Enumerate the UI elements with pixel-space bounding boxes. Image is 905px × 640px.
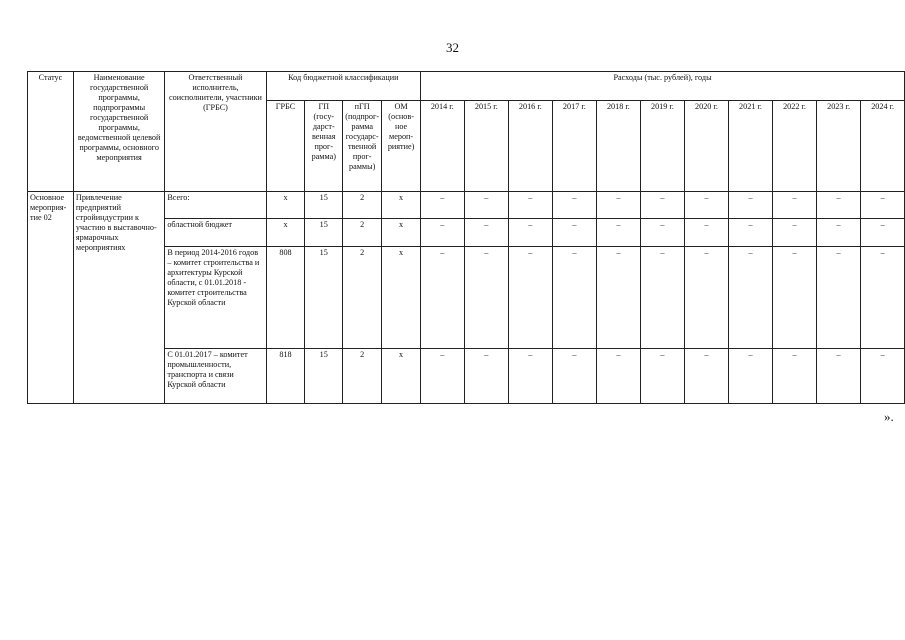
header-year: 2015 г. [464, 101, 509, 192]
value-cell: – [816, 192, 861, 219]
header-year: 2024 г. [861, 101, 905, 192]
value-cell: – [597, 219, 641, 247]
value-cell: – [685, 192, 729, 219]
header-status: Статус [28, 72, 74, 192]
value-cell: – [640, 247, 685, 349]
table-row [28, 192, 905, 219]
value-cell: – [552, 192, 597, 219]
program-name-cell: Привлечение предприятий стройиндустрии к участию в выставочно-ярмарочных мероприятиях [73, 192, 164, 404]
header-year: 2014 г. [421, 101, 465, 192]
header-executor: Ответственный исполнитель, соисполнители, участники (ГРБС) [165, 72, 266, 192]
value-cell: – [685, 219, 729, 247]
value-cell: – [685, 349, 729, 404]
value-cell: – [685, 247, 729, 349]
budget-table [27, 71, 905, 404]
value-cell: – [421, 192, 465, 219]
grbs-cell: х [266, 219, 305, 247]
status-cell: Основное мероприя-тие 02 [28, 192, 74, 404]
value-cell: – [597, 192, 641, 219]
value-cell: – [773, 349, 817, 404]
pgp-cell: 2 [343, 349, 382, 404]
value-cell: – [816, 349, 861, 404]
value-cell: – [861, 349, 905, 404]
value-cell: – [773, 247, 817, 349]
header-gp: ГП (госу-дарст-венная прог-рамма) [305, 101, 343, 192]
value-cell: – [640, 192, 685, 219]
executor-cell: областной бюджет [165, 219, 266, 247]
grbs-cell: х [266, 192, 305, 219]
header-year: 2019 г. [640, 101, 685, 192]
value-cell: – [509, 192, 553, 219]
value-cell: – [464, 247, 509, 349]
value-cell: – [728, 247, 773, 349]
om-cell: х [382, 247, 421, 349]
header-budget-code: Код бюджетной классификации [266, 72, 420, 101]
value-cell: – [773, 192, 817, 219]
value-cell: – [861, 192, 905, 219]
pgp-cell: 2 [343, 219, 382, 247]
executor-cell: С 01.01.2017 – комитет промышленности, транспорта и связи Курской области [165, 349, 266, 404]
header-year: 2021 г. [728, 101, 773, 192]
pgp-cell: 2 [343, 247, 382, 349]
value-cell: – [552, 219, 597, 247]
gp-cell: 15 [305, 247, 343, 349]
value-cell: – [728, 349, 773, 404]
header-year: 2018 г. [597, 101, 641, 192]
executor-cell: В период 2014-2016 годов – комитет строительства и архитектуры Курской области, с 01.01.2018 - комитет строительства Курской области [165, 247, 266, 349]
value-cell: – [552, 349, 597, 404]
gp-cell: 15 [305, 219, 343, 247]
value-cell: – [728, 192, 773, 219]
header-year: 2022 г. [773, 101, 817, 192]
value-cell: – [464, 192, 509, 219]
value-cell: – [861, 219, 905, 247]
header-expenses: Расходы (тыс. рублей), годы [421, 72, 905, 101]
header-year: 2017 г. [552, 101, 597, 192]
header-year: 2016 г. [509, 101, 553, 192]
gp-cell: 15 [305, 192, 343, 219]
grbs-cell: 808 [266, 247, 305, 349]
grbs-cell: 818 [266, 349, 305, 404]
value-cell: – [597, 247, 641, 349]
value-cell: – [597, 349, 641, 404]
header-year: 2023 г. [816, 101, 861, 192]
header-grbs: ГРБС [266, 101, 305, 192]
value-cell: – [728, 219, 773, 247]
header-year: 2020 г. [685, 101, 729, 192]
value-cell: – [552, 247, 597, 349]
pgp-cell: 2 [343, 192, 382, 219]
value-cell: – [816, 247, 861, 349]
header-program-name: Наименование государственной программы, подпрограммы государственной программы, ведомственной целевой программы, основного мероприятия [73, 72, 164, 192]
value-cell: – [421, 349, 465, 404]
value-cell: – [464, 349, 509, 404]
value-cell: – [421, 219, 465, 247]
om-cell: х [382, 349, 421, 404]
value-cell: – [509, 219, 553, 247]
header-pgp: пГП (подпрог-рамма государс-твенной прог-раммы) [343, 101, 382, 192]
executor-cell: Всего: [165, 192, 266, 219]
value-cell: – [640, 219, 685, 247]
value-cell: – [421, 247, 465, 349]
om-cell: х [382, 219, 421, 247]
page-number: 32 [446, 40, 459, 55]
value-cell: – [464, 219, 509, 247]
value-cell: – [640, 349, 685, 404]
closing-quote: ». [884, 409, 894, 424]
value-cell: – [861, 247, 905, 349]
value-cell: – [773, 219, 817, 247]
header-om: ОМ (основ-ное мероп-риятие) [382, 101, 421, 192]
om-cell: х [382, 192, 421, 219]
value-cell: – [509, 349, 553, 404]
gp-cell: 15 [305, 349, 343, 404]
value-cell: – [509, 247, 553, 349]
value-cell: – [816, 219, 861, 247]
